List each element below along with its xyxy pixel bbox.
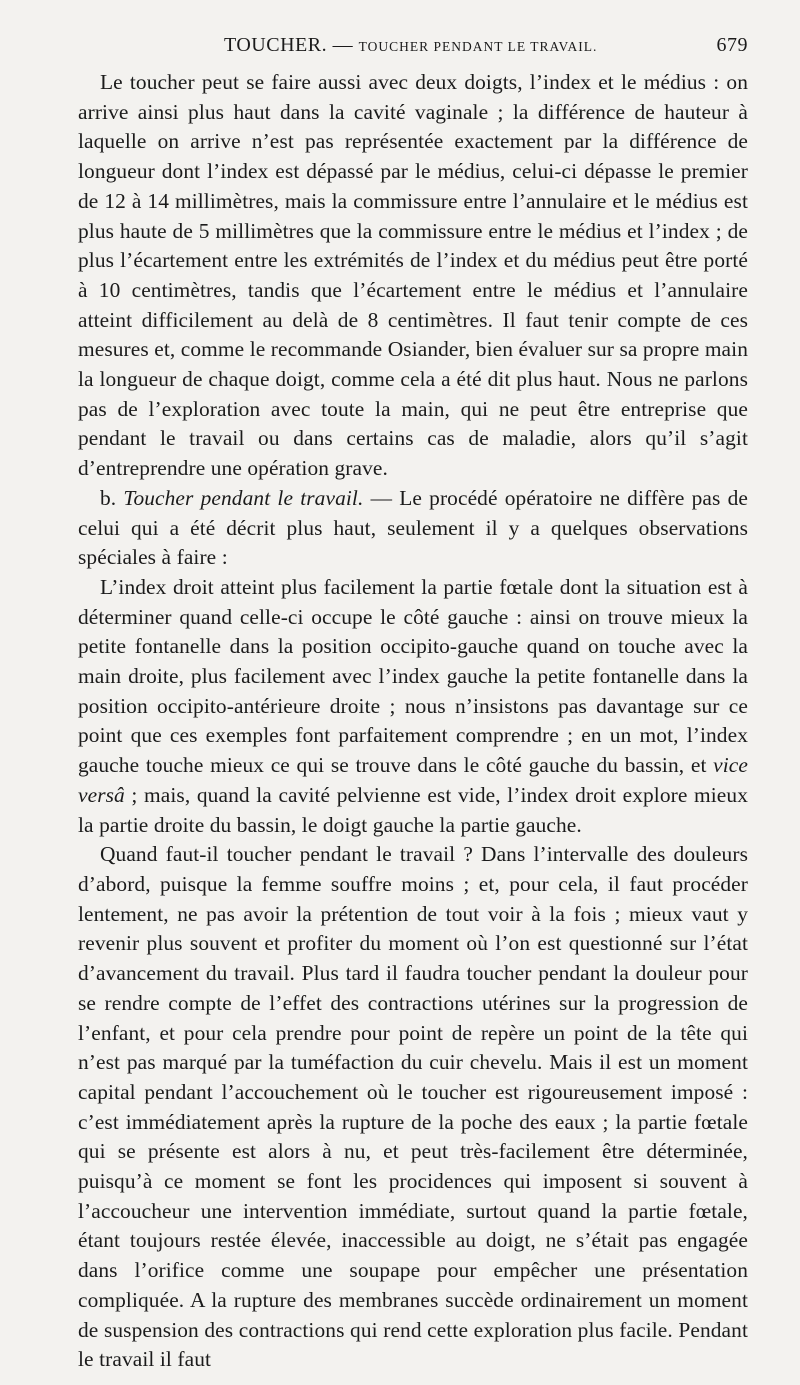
chapter-title: TOUCHER. xyxy=(224,34,328,56)
paragraph-section-b xyxy=(78,484,748,573)
running-head-title xyxy=(224,34,597,57)
running-head xyxy=(78,32,748,60)
paragraph-index-finger-part1: L’index droit atteint plus facilement la partie fœtale dont la situation est à déterminer quand celle-ci occupe le côté gauche : ainsi on trouve mieux la petite fontanelle dans la position occipito-gauche quand on touche avec la main droite, plus facilement avec l’index gauche la petite fontanelle dans la position occipito-antérieure droite ; nous n’insistons pas davantage sur ce point que ces exemples font parfaitement comprendre ; en un mot, l’index gauche touche mieux ce qui se trouve dans le côté gauche du bassin, et xyxy=(78,574,748,778)
body-text xyxy=(78,68,748,1375)
section-intro: — Le procédé opératoire ne diffère pas de celui qui a été décrit plus haut, seulement il y a quelques observations spéciales à faire : xyxy=(78,485,749,570)
title-dash: — xyxy=(327,34,359,56)
paragraph-index-finger-part2: ; mais, quand la cavité pelvienne est vide, l’index droit explore mieux la partie droite du bassin, le doigt gauche la partie gauche. xyxy=(78,782,748,837)
vice-versa-italic: vice versâ xyxy=(78,753,748,807)
paragraph-when-to-examine: Quand faut-il toucher pendant le travail ? Dans l’intervalle des douleurs d’abord, puisque la femme souffre moins ; et, pour cela, il faut procéder lentement, ne pas avoir la prétention de tout voir à la fois ; mieux vaut y revenir plus souvent et profiter du moment où l’on est questionné sur l’état d’avancement du travail. Plus tard il faudra toucher pendant la douleur pour se rendre compte de l’effet des contractions utérines sur la progression de l’enfant, et pour cela prendre pour point de repère un point de la tête qui n’est pas marqué par la tuméfaction du cuir chevelu. Mais il est un moment capital pendant l’accouchement où le toucher est rigoureusement imposé : c’est immédiatement après la rupture de la poche des eaux ; la partie fœtale qui se présente est alors à nu, et peut très-facilement être déterminée, puisqu’à ce moment se font les procidences qui imposent si souvent à l’accoucheur une intervention immédiate, surtout quand la partie fœtale, étant toujours restée élevée, inaccessible au doigt, ne s’était pas engagée dans l’orifice comme une soupape pour empêcher une présentation compliquée. A la rupture des membranes succède ordinairement un moment de suspension des contractions qui rend cette exploration plus facile. Pendant le travail il faut xyxy=(78,842,748,1372)
paragraph-two-finger-exam: Le toucher peut se faire aussi avec deux doigts, l’index et le médius : on arrive ainsi plus haut dans la cavité vaginale ; la différence de hauteur à laquelle on arrive n’est pas représentée exactement par la différence de longueur dont l’index est dépassé par le médius, celui-ci dépasse le premier de 12 à 14 millimètres, mais la commissure entre l’annulaire et le médius est plus haute de 5 millimètres que la commissure entre le médius et l’index ; de plus l’écartement entre les extrémités de l’index et du médius peut être porté à 10 centimètres, tandis que l’écartement entre le médius et l’annulaire atteint difficilement au delà de 8 centimètres. Il faut tenir compte de ces mesures et, comme le recommande Osiander, bien évaluer sur sa propre main la longueur de chaque doigt, comme cela a été dit plus haut. Nous ne parlons pas de l’exploration avec toute la main, qui ne peut être entreprise que pendant le travail ou dans certains cas de maladie, alors qu’il s’agit d’entreprendre une opération grave. xyxy=(78,70,748,481)
section-title: TOUCHER PENDANT LE TRAVAIL. xyxy=(358,39,598,54)
section-heading: Toucher pendant le travail. xyxy=(123,485,364,510)
paragraph-index-finger xyxy=(78,573,748,840)
page-number: 679 xyxy=(716,34,748,56)
section-label: b. xyxy=(100,485,117,510)
